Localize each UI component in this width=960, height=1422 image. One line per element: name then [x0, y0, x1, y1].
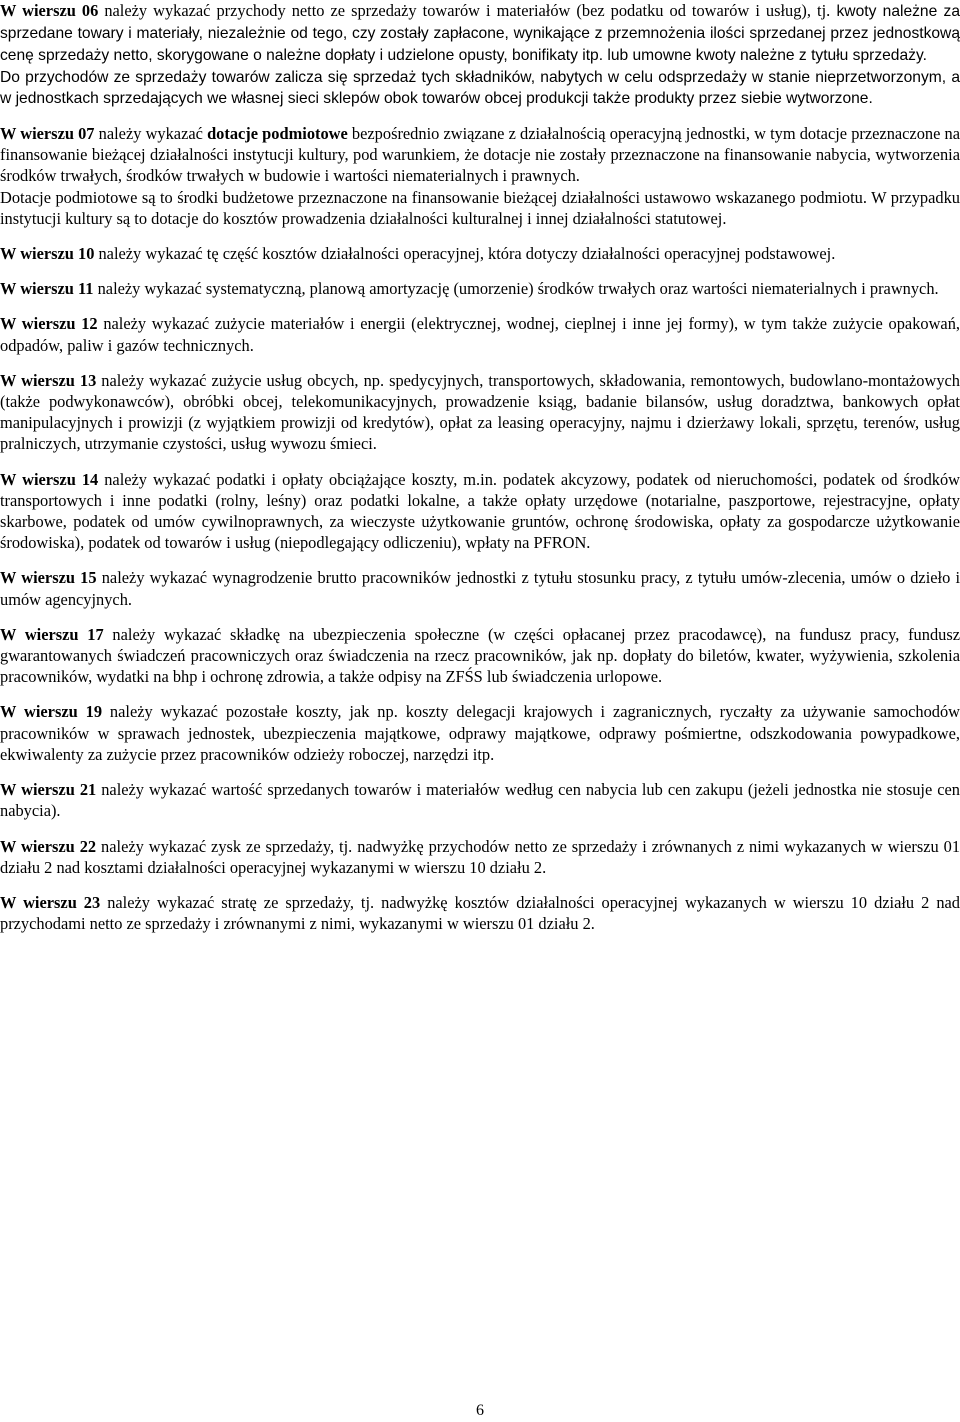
row-label: W wierszu 17: [0, 624, 104, 644]
row-label: W wierszu 21: [0, 780, 97, 800]
paragraph-row-15: [0, 567, 960, 609]
paragraph-row-12: [0, 313, 960, 355]
paragraph-row-19: [0, 701, 960, 765]
paragraph-text: należy wykazać wartość sprzedanych towarów i materiałów według cen nabycia lub cen zakupu (jeżeli jednostka nie stosuje cen nabycia).: [0, 780, 960, 821]
row-label: W wierszu 10: [0, 244, 95, 264]
paragraph-row-06: [0, 0, 960, 67]
paragraph-text: należy wykazać: [94, 124, 208, 144]
paragraph-row-17: [0, 624, 960, 688]
paragraph-text: należy wykazać tę część kosztów działalności operacyjnej, która dotyczy działalności operacyjnej podstawowej.: [94, 244, 836, 264]
row-label: W wierszu 12: [0, 314, 98, 334]
paragraph-text: bezpośrednio związane z działalnością operacyjną jednostki, w tym dotacje przeznaczone na finansowanie bieżącej działalności instytucji kultury, pod warunkiem, że dotacje nie zostały przeznaczone na finansowanie nabycia, wytworzenia środków trwałych, środków trwałych w budowie i wartości niematerialnych i prawnych.: [0, 124, 960, 186]
paragraph-emphasis: dotacje podmiotowe: [207, 124, 348, 144]
paragraph-row-10: [0, 243, 960, 264]
paragraph-row-07-continuation: Dotacje podmiotowe są to środki budżetowe przeznaczone na finansowanie bieżącej działalności ustawowo wskazanego podmiotu. W przypadku instytucji kultury są to dotacje do kosztów prowadzenia działalności kulturalnej i innej działalności statutowej.: [0, 187, 960, 228]
row-label: W wierszu 11: [0, 279, 94, 299]
paragraph-row-06-continuation: Do przychodów ze sprzedaży towarów zalicza się sprzedaż tych składników, nabytych w celu odsprzedaży w stanie nieprzetworzonym, a w jednostkach sprzedających we własnej sieci sklepów obok towarów obcej produkcji także produkty przez siebie wytworzone.: [0, 68, 960, 107]
row-label: W wierszu 13: [0, 370, 97, 390]
paragraph-row-11: [0, 278, 960, 299]
paragraph-row-23: [0, 892, 960, 934]
row-label: W wierszu 19: [0, 702, 103, 722]
paragraph-row-13: [0, 370, 960, 455]
paragraph-text: należy wykazać systematyczną, planową amortyzację (umorzenie) środków trwałych oraz wartości niematerialnych i prawnych.: [93, 279, 939, 299]
paragraph-text: należy wykazać zysk ze sprzedaży, tj. nadwyżkę przychodów netto ze sprzedaży i zrównanych z nimi wykazanych w wierszu 01 działu 2 nad kosztami działalności operacyjnej wykazanymi w wierszu 10 działu 2.: [0, 836, 960, 877]
paragraph-text: należy wykazać wynagrodzenie brutto pracowników jednostki z tytułu stosunku pracy, z tytułu umów-zlecenia, umów o dzieło i umów agencyjnych.: [0, 568, 960, 609]
paragraph-text-sans: kwoty należne za sprzedane towary i materiały, niezależnie od tego, czy zostały zapłacone, wynikające z przemnożenia ilości sprzedanej przez jednostkową cenę sprzedaży netto, skorygowane o należne dopłaty i udzielone opusty, bonifikaty itp. lub umowne kwoty należne z tytułu sprzedaży.: [0, 3, 960, 65]
paragraph-text: należy wykazać stratę ze sprzedaży, tj. nadwyżkę kosztów działalności operacyjnej wykazanych w wierszu 10 działu 2 nad przychodami netto ze sprzedaży i zrównanymi z nimi, wykazanymi w wierszu 01 działu 2.: [0, 892, 960, 934]
paragraph-row-14: [0, 469, 960, 554]
row-label: W wierszu 22: [0, 836, 97, 856]
row-label: W wierszu 15: [0, 568, 97, 588]
page-number: 6: [476, 1402, 484, 1419]
paragraph-text: należy wykazać podatki i opłaty obciążające koszty, m.in. podatek akcyzowy, podatek od nieruchomości, podatek od środków transportowych i inne podatki (rolny, leśny) oraz podatki lokalne, a także opłaty urzędowe (notarialne, paszportowe, rejestracyjne, opłaty skarbowe, podatek od umów cywilnoprawnych, za wieczyste użytkowanie gruntów, ochronę środowiska, opłaty za gospodarcze użytkowanie środowiska), podatek od towarów i usług (niepodlegający odliczeniu), wpłaty na PFRON.: [0, 469, 960, 553]
row-label: W wierszu 07: [0, 124, 95, 144]
paragraph-text: należy wykazać przychody netto ze sprzedaży towarów i materiałów (bez podatku od towarów i usług), tj.: [98, 1, 831, 20]
paragraph-row-21: [0, 779, 960, 821]
row-label: W wierszu 06: [0, 1, 99, 20]
paragraph-row-07: [0, 123, 960, 187]
paragraph-text: należy wykazać zużycie usług obcych, np. spedycyjnych, transportowych, składowania, remontowych, budowlano-montażowych (także podwykonawców), obróbki obcej, telekomunikacyjnych, prowadzenie ksiąg, badanie bilansów, usług doradztwa, bankowych opłat manipulacyjnych i prowizji (z wyjątkiem prowizji od kredytów), opłat za leasing operacyjny, najmu i dzierżawy lokali, sprzętu, terenów, usług pralniczych, utrzymanie czystości, usług wywozu śmieci.: [0, 370, 960, 454]
paragraph-text: należy wykazać pozostałe koszty, jak np. koszty delegacji krajowych i zagranicznych, ryczałty za używanie samochodów pracowników w sprawach jednostek, ubezpieczenia majątkowe, odprawy majątkowe, odprawy pośmiertne, odszkodowania powypadkowe, ekwiwalenty za zużycie przez pracowników odzieży roboczej, narzędzi itp.: [0, 702, 960, 764]
paragraph-text: należy wykazać składkę na ubezpieczenia społeczne (w części opłacanej przez pracodawcę), na fundusz pracy, fundusz gwarantowanych świadczeń pracowniczych oraz świadczenia na rzecz pracowników, jak np. dopłaty do biletów, kwater, wyżywienia, szkolenia pracowników, wydatki na bhp i ochronę zdrowia, a także odpisy na ZFŚS lub świadczenia urlopowe.: [0, 624, 960, 687]
row-label: W wierszu 23: [0, 892, 101, 912]
paragraph-row-22: [0, 836, 960, 878]
paragraph-text: należy wykazać zużycie materiałów i energii (elektrycznej, wodnej, cieplnej i inne jej formy), w tym także zużycie opakowań, odpadów, paliw i gazów technicznych.: [0, 314, 960, 355]
row-label: W wierszu 14: [0, 469, 99, 489]
